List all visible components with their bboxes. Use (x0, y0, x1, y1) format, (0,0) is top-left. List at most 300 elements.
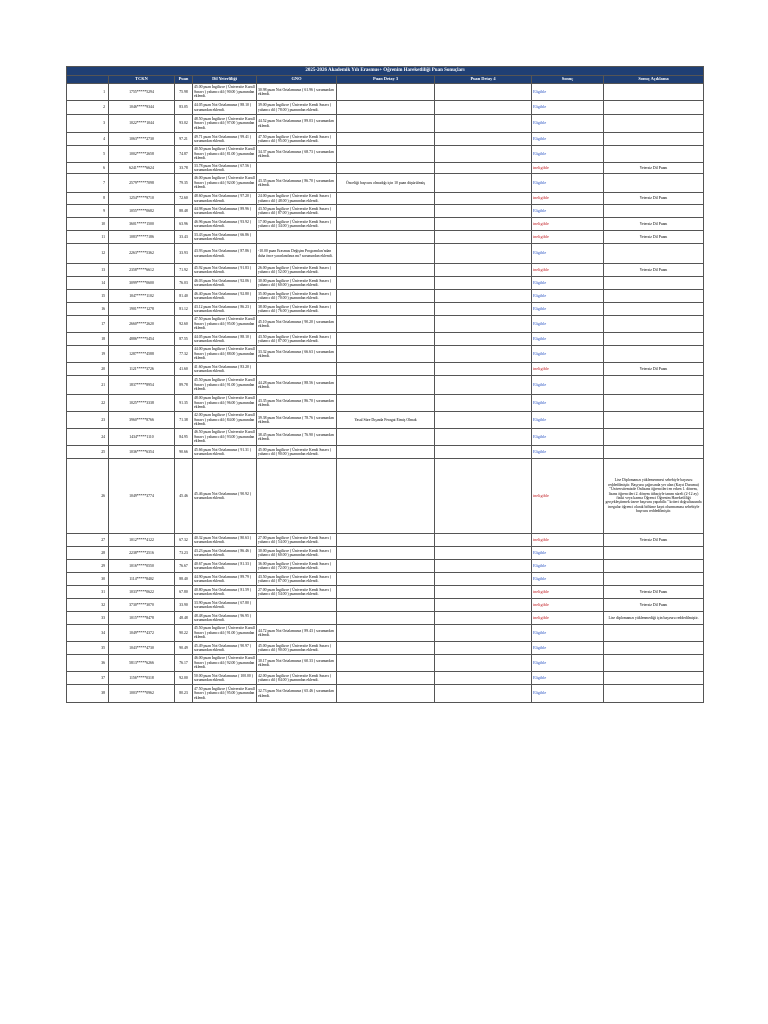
tckn-cell: 1063*****2730 (109, 133, 175, 146)
result-explanation: Yetersiz Dil Puanı (604, 163, 704, 174)
gpa-score-cell: 36.00 puan İngilizce ( Üniversite Kendi Sınavı ) yabancı dil ( 72.00 ) puanından eklendi. (257, 560, 337, 573)
result-status: Eligible (532, 346, 604, 363)
result-status: Eligible (532, 672, 604, 685)
score-cell: 81.12 (175, 303, 193, 316)
row-number: 1 (67, 84, 109, 101)
score-cell: 80.23 (175, 685, 193, 703)
tckn-cell: 1012*****4122 (109, 534, 175, 547)
result-status: Eligible (532, 277, 604, 290)
score-detail-3-cell (337, 101, 435, 115)
row-number: 15 (67, 290, 109, 303)
row-number: 4 (67, 133, 109, 146)
table-row (67, 146, 704, 163)
score-cell: 93.02 (175, 115, 193, 133)
result-explanation (604, 244, 704, 264)
row-number: 36 (67, 655, 109, 672)
gpa-score-cell: 34.37 puan Not Ortalamanız ( 68.73 ) sorunundan eklendi. (257, 146, 337, 163)
result-explanation (604, 277, 704, 290)
gpa-score-cell (257, 599, 337, 612)
table-row (67, 672, 704, 685)
result-status: Eligible (532, 133, 604, 146)
table-row (67, 84, 704, 101)
row-number: 25 (67, 446, 109, 459)
result-status: Eligible (532, 560, 604, 573)
row-number: 3 (67, 115, 109, 133)
table-row (67, 316, 704, 333)
gpa-score-cell: 30.00 puan İngilizce ( Üniversite Kendi Sınavı ) yabancı dil ( 60.00 ) puanından eklendi. (257, 277, 337, 290)
tckn-cell: 1055*****0682 (109, 205, 175, 218)
table-row (67, 133, 704, 146)
header-aciklama: Sonuç Açıklama (604, 76, 704, 84)
language-score-cell: 45.50 puan İngilizce ( Üniversite Kurall Sınavı ) yabancı dil ( 91.00 ) puanından eklendi. (193, 625, 257, 642)
table-row (67, 174, 704, 193)
table-title: 2025-2026 Akademik Yılı Erasmus+ Öğrenim Hareketliliği Puan Sonuçları (67, 67, 704, 76)
result-explanation: Yetersiz Dil Puanı (604, 231, 704, 244)
results-table (66, 66, 704, 703)
row-number: 30 (67, 573, 109, 586)
result-status: ineligible (532, 599, 604, 612)
language-score-cell: 46.50 puan İngilizce ( Üniversite Kurall Sınavı ) yabancı dil ( 93.00 ) puanından eklendi. (193, 429, 257, 446)
score-detail-4-cell (435, 547, 532, 560)
score-cell: 81.40 (175, 290, 193, 303)
tckn-cell: 1755*****5294 (109, 84, 175, 101)
row-number: 27 (67, 534, 109, 547)
score-detail-3-cell (337, 612, 435, 625)
tckn-cell: 1002*****2658 (109, 146, 175, 163)
result-explanation: Yetersiz Dil Puanı (604, 363, 704, 376)
result-status: Eligible (532, 642, 604, 655)
row-number: 8 (67, 193, 109, 205)
language-score-cell: 40.32 puan Not Ortalamanız ( 80.63 ) sorunundan eklendi. (193, 534, 257, 547)
table-body (67, 84, 704, 703)
result-explanation (604, 146, 704, 163)
score-cell: 79.35 (175, 174, 193, 193)
result-status: ineligible (532, 264, 604, 277)
score-detail-3-cell (337, 218, 435, 231)
language-score-cell: 48.50 puan İngilizce ( Üniversite Kurall Sınavı ) yabancı dil ( 97.00 ) puanından eklendi. (193, 115, 257, 133)
row-number: 12 (67, 244, 109, 264)
score-cell: 33.78 (175, 163, 193, 174)
row-number: 34 (67, 625, 109, 642)
table-row (67, 547, 704, 560)
language-score-cell: 45.50 puan İngilizce ( Üniversite Kurall Sınavı ) yabancı dil ( 91.00 ) puanından eklendi. (193, 376, 257, 395)
tckn-cell: 1043*****4730 (109, 642, 175, 655)
score-detail-4-cell (435, 672, 532, 685)
table-row (67, 655, 704, 672)
score-detail-3-cell (337, 655, 435, 672)
score-cell: 67.80 (175, 586, 193, 599)
result-status: Eligible (532, 573, 604, 586)
score-detail-4-cell (435, 459, 532, 534)
row-number: 23 (67, 412, 109, 429)
row-number: 21 (67, 376, 109, 395)
score-detail-4-cell (435, 573, 532, 586)
score-cell: 41.60 (175, 363, 193, 376)
row-number: 14 (67, 277, 109, 290)
row-number: 16 (67, 303, 109, 316)
score-detail-3-cell (337, 547, 435, 560)
result-explanation: Yetersiz Dil Puanı (604, 534, 704, 547)
row-number: 11 (67, 231, 109, 244)
tckn-cell: 1003*****0962 (109, 685, 175, 703)
score-detail-4-cell (435, 642, 532, 655)
score-detail-4-cell (435, 303, 532, 316)
score-detail-3-cell (337, 333, 435, 346)
result-explanation (604, 115, 704, 133)
tckn-cell: 1287*****4588 (109, 346, 175, 363)
score-detail-4-cell (435, 599, 532, 612)
score-detail-3-cell (337, 376, 435, 395)
result-status: ineligible (532, 586, 604, 599)
tckn-cell: 1033*****0622 (109, 586, 175, 599)
score-cell: 73.23 (175, 547, 193, 560)
score-detail-4-cell (435, 316, 532, 333)
language-score-cell: 48.48 puan Not Ortalamanız ( 96.95 ) sorunundan eklendi. (193, 612, 257, 625)
gpa-score-cell: 38.00 puan İngilizce ( Üniversite Kendi Sınavı ) yabancı dil ( 76.00 ) puanından eklendi. (257, 303, 337, 316)
score-cell: 76.17 (175, 655, 193, 672)
score-cell: 97.21 (175, 133, 193, 146)
gpa-score-cell: 39.38 puan Not Ortalamanız ( 78.76 ) sorunundan eklendi. (257, 412, 337, 429)
result-explanation (604, 429, 704, 446)
table-row (67, 264, 704, 277)
score-cell: 92.60 (175, 316, 193, 333)
language-score-cell: 45.00 puan İngilizce ( Üniversite Kurall Sınavı ) yabancı dil ( 90.00 ) puanından eklendi. (193, 84, 257, 101)
tckn-cell: 6241*****6624 (109, 163, 175, 174)
score-detail-3-cell (337, 277, 435, 290)
language-score-cell: 33.43 puan Not Ortalamanız ( 66.86 ) sorunundan eklendi. (193, 231, 257, 244)
tckn-cell: 1837*****8954 (109, 376, 175, 395)
score-cell: 90.49 (175, 642, 193, 655)
language-score-cell: 40.67 puan Not Ortalamanız ( 81.33 ) sorunundan eklendi. (193, 560, 257, 573)
score-cell: 88.40 (175, 573, 193, 586)
gpa-score-cell: 27.00 puan İngilizce ( Üniversite Kendi Sınavı ) yabancı dil ( 54.00 ) puanından eklendi. (257, 586, 337, 599)
result-explanation (604, 560, 704, 573)
score-detail-3-cell (337, 316, 435, 333)
language-score-cell: 44.90 puan Not Ortalamanız ( 89.79 ) sorunundan eklendi. (193, 573, 257, 586)
gpa-score-cell: -10.00 puan Erasmus Değişim Programları'ndan daha önce yararlandınız mı? sorunundan eklendi. (257, 244, 337, 264)
result-explanation (604, 642, 704, 655)
header-puan: Puan (175, 76, 193, 84)
language-score-cell: 43.12 puan Not Ortalamanız ( 86.23 ) sorunundan eklendi. (193, 303, 257, 316)
score-cell: 71.38 (175, 412, 193, 429)
score-detail-3-cell (337, 205, 435, 218)
result-explanation (604, 84, 704, 101)
score-detail-3-cell (337, 133, 435, 146)
score-detail-4-cell (435, 612, 532, 625)
language-score-cell: 46.00 puan İngilizce ( Üniversite Kurall Sınavı ) yabancı dil ( 92.00 ) puanından eklendi. (193, 655, 257, 672)
row-number: 6 (67, 163, 109, 174)
result-status: Eligible (532, 429, 604, 446)
result-status: Eligible (532, 146, 604, 163)
score-cell: 90.66 (175, 446, 193, 459)
gpa-score-cell: 43.35 puan Not Ortalamanız ( 86.70 ) sorunundan eklendi. (257, 174, 337, 193)
score-detail-3-cell (337, 459, 435, 534)
result-status: Eligible (532, 101, 604, 115)
row-number: 17 (67, 316, 109, 333)
result-explanation (604, 395, 704, 412)
language-score-cell: 50.00 puan Not Ortalamanız ( 100.00 ) sorunundan eklendi. (193, 672, 257, 685)
tckn-cell: 1022*****1044 (109, 115, 175, 133)
table-row (67, 363, 704, 376)
score-detail-4-cell (435, 101, 532, 115)
table-row (67, 193, 704, 205)
score-detail-4-cell (435, 205, 532, 218)
tckn-cell: 1254*****9710 (109, 193, 175, 205)
result-explanation (604, 290, 704, 303)
score-detail-4-cell (435, 346, 532, 363)
gpa-score-cell: 27.00 puan İngilizce ( Üniversite Kendi Sınavı ) yabancı dil ( 54.00 ) puanından eklendi. (257, 534, 337, 547)
row-number: 9 (67, 205, 109, 218)
table-row (67, 534, 704, 547)
tckn-cell: 1015*****8478 (109, 612, 175, 625)
gpa-score-cell: 44.52 puan Not Ortalamanız ( 89.03 ) sorunundan eklendi. (257, 115, 337, 133)
table-row (67, 346, 704, 363)
result-status: ineligible (532, 363, 604, 376)
result-status: ineligible (532, 163, 604, 174)
result-explanation (604, 685, 704, 703)
row-number: 20 (67, 363, 109, 376)
row-number: 32 (67, 599, 109, 612)
result-status: ineligible (532, 612, 604, 625)
table-row (67, 412, 704, 429)
tckn-cell: 1036*****6354 (109, 446, 175, 459)
header-gno: GNO (257, 76, 337, 84)
language-score-cell: 44.05 puan Not Ortalamanız ( 88.10 ) sorunundan eklendi. (193, 333, 257, 346)
result-explanation (604, 333, 704, 346)
score-detail-4-cell (435, 163, 532, 174)
table-row (67, 642, 704, 655)
tckn-cell: 2660*****2620 (109, 316, 175, 333)
result-explanation: Lise Diplomanızı yüklemenmesi sebebiyle başvuru reddedilmiştir. Başvuru çağrısında yer alan (Kayıt Durumu) "Üniversitemizde Önlisans öğrencileri en erken 1. dönem, lisans öğrencileri 2. dönem itibariyle tanım süreli (2-12 ay) fiziki veya karma Öğrenci Öğrenim Hareketliliği gerçekleştirmek üzere başvuru yapabilir." kriteri doğrultusunda irregular öğrenci olarak bölüme kayıt olunmaması sebebiyle başvuru reddedilmiştir. (604, 459, 704, 534)
tckn-cell: 1901*****1278 (109, 303, 175, 316)
score-detail-3-cell (337, 303, 435, 316)
header-dil: Dil Yeterliliği (193, 76, 257, 84)
score-detail-3-cell (337, 560, 435, 573)
score-detail-4-cell (435, 363, 532, 376)
score-detail-3-cell: Yasal Süre Dışında Feragat Etmiş Olmak (337, 412, 435, 429)
gpa-score-cell: 47.50 puan İngilizce ( Üniversite Kendi Sınavı ) yabancı dil ( 95.00 ) puanından eklendi. (257, 133, 337, 146)
tckn-cell: 1049*****3774 (109, 459, 175, 534)
result-status: Eligible (532, 685, 604, 703)
result-status: Eligible (532, 333, 604, 346)
table-row (67, 163, 704, 174)
score-detail-3-cell (337, 146, 435, 163)
tckn-cell: 3730*****3070 (109, 599, 175, 612)
header-no (67, 76, 109, 84)
row-number: 26 (67, 459, 109, 534)
row-number: 10 (67, 218, 109, 231)
result-status: Eligible (532, 290, 604, 303)
result-status: ineligible (532, 459, 604, 534)
tckn-cell: 1083*****7186 (109, 231, 175, 244)
score-detail-3-cell (337, 244, 435, 264)
gpa-score-cell (257, 459, 337, 534)
tckn-cell: 1049*****4372 (109, 625, 175, 642)
gpa-score-cell: 39.00 puan İngilizce ( Üniversite Kendi Sınavı ) yabancı dil ( 78.00 ) puanından eklendi. (257, 101, 337, 115)
table-row (67, 625, 704, 642)
score-detail-3-cell (337, 163, 435, 174)
score-detail-3-cell (337, 346, 435, 363)
score-detail-4-cell (435, 534, 532, 547)
gpa-score-cell: 30.17 puan Not Ortalamanız ( 60.33 ) sorunundan eklendi. (257, 655, 337, 672)
score-cell: 76.03 (175, 277, 193, 290)
result-status: ineligible (532, 231, 604, 244)
language-score-cell: 44.05 puan Not Ortalamanız ( 88.10 ) sorunundan eklendi. (193, 101, 257, 115)
table-row (67, 376, 704, 395)
language-score-cell: 46.96 puan Not Ortalamanız ( 93.92 ) sorunundan eklendi. (193, 218, 257, 231)
score-cell: 75.98 (175, 84, 193, 101)
results-sheet (66, 66, 703, 703)
score-cell: 48.48 (175, 612, 193, 625)
score-detail-3-cell (337, 395, 435, 412)
tckn-cell: 1121*****3726 (109, 363, 175, 376)
result-status: Eligible (532, 174, 604, 193)
table-row (67, 560, 704, 573)
row-number: 13 (67, 264, 109, 277)
language-score-cell: 45.49 puan Not Ortalamanız ( 90.97 ) sorunundan eklendi. (193, 642, 257, 655)
table-row (67, 290, 704, 303)
score-detail-3-cell (337, 231, 435, 244)
score-detail-4-cell (435, 84, 532, 101)
result-status: Eligible (532, 655, 604, 672)
score-cell: 89.78 (175, 376, 193, 395)
row-number: 2 (67, 101, 109, 115)
gpa-score-cell: 42.00 puan İngilizce ( Üniversite Kendi Sınavı ) yabancı dil ( 84.00 ) puanından eklendi. (257, 672, 337, 685)
table-row (67, 573, 704, 586)
table-row (67, 218, 704, 231)
result-explanation (604, 573, 704, 586)
result-status: Eligible (532, 316, 604, 333)
gpa-score-cell: 35.00 puan İngilizce ( Üniversite Kendi Sınavı ) yabancı dil ( 70.00 ) puanından eklendi. (257, 290, 337, 303)
gpa-score-cell: 44.28 puan Not Ortalamanız ( 88.56 ) sorunundan eklendi. (257, 376, 337, 395)
language-score-cell: 46.40 puan Not Ortalamanız ( 92.80 ) sorunundan eklendi. (193, 290, 257, 303)
tckn-cell: 3601*****1500 (109, 218, 175, 231)
result-status: ineligible (532, 193, 604, 205)
gpa-score-cell: 26.00 puan İngilizce ( Üniversite Kendi Sınavı ) yabancı dil ( 52.00 ) puanından eklendi. (257, 264, 337, 277)
score-cell: 71.92 (175, 264, 193, 277)
result-status: Eligible (532, 115, 604, 133)
score-detail-3-cell (337, 685, 435, 703)
language-score-cell: 43.93 puan Not Ortalamanız ( 87.86 ) sorunundan eklendi. (193, 244, 257, 264)
result-explanation (604, 655, 704, 672)
gpa-score-cell: 45.10 puan Not Ortalamanız ( 90.20 ) sorunundan eklendi. (257, 316, 337, 333)
score-detail-3-cell (337, 290, 435, 303)
score-detail-4-cell (435, 395, 532, 412)
gpa-score-cell (257, 231, 337, 244)
table-row (67, 205, 704, 218)
score-cell: 84.95 (175, 429, 193, 446)
score-cell: 67.32 (175, 534, 193, 547)
result-explanation (604, 625, 704, 642)
tckn-cell: 3960*****8766 (109, 412, 175, 429)
score-detail-3-cell: Önceliği başvuru olmadığı için 10 puan düşürülmüş (337, 174, 435, 193)
tckn-cell: 4886*****5454 (109, 333, 175, 346)
header-detay4: Puan Detay 4 (435, 76, 532, 84)
score-detail-3-cell (337, 84, 435, 101)
gpa-score-cell: 43.50 puan İngilizce ( Üniversite Kendi Sınavı ) yabancı dil ( 87.00 ) puanından eklendi. (257, 573, 337, 586)
score-cell: 88.48 (175, 205, 193, 218)
result-explanation (604, 316, 704, 333)
gpa-score-cell: 24.00 puan İngilizce ( Üniversite Kendi Sınavı ) yabancı dil ( 48.00 ) puanından eklendi. (257, 193, 337, 205)
result-explanation: Yetersiz Dil Puanı (604, 193, 704, 205)
score-detail-4-cell (435, 333, 532, 346)
score-detail-3-cell (337, 193, 435, 205)
score-detail-3-cell (337, 429, 435, 446)
result-explanation: Yetersiz Dil Puanı (604, 586, 704, 599)
tckn-cell: 1434*****1110 (109, 429, 175, 446)
language-score-cell: 43.23 puan Not Ortalamanız ( 86.46 ) sorunundan eklendi. (193, 547, 257, 560)
score-detail-4-cell (435, 193, 532, 205)
language-score-cell: 33.78 puan Not Ortalamanız ( 67.56 ) sorunundan eklendi. (193, 163, 257, 174)
result-explanation (604, 346, 704, 363)
table-row (67, 599, 704, 612)
result-status: Eligible (532, 395, 604, 412)
result-status: Eligible (532, 446, 604, 459)
result-status: Eligible (532, 376, 604, 395)
tckn-cell: 2238*****2516 (109, 547, 175, 560)
language-score-cell: 47.50 puan İngilizce ( Üniversite Kurall Sınavı ) yabancı dil ( 95.00 ) puanından eklendi. (193, 316, 257, 333)
row-number: 19 (67, 346, 109, 363)
score-detail-4-cell (435, 655, 532, 672)
tckn-cell: 3099*****0600 (109, 277, 175, 290)
tckn-cell: 1016*****0550 (109, 560, 175, 573)
table-row (67, 277, 704, 290)
result-explanation (604, 174, 704, 193)
score-detail-3-cell (337, 534, 435, 547)
header-detay3: Puan Detay 3 (337, 76, 435, 84)
gpa-score-cell: 32.73 puan Not Ortalamanız ( 65.46 ) sorunundan eklendi. (257, 685, 337, 703)
language-score-cell: 46.03 puan Not Ortalamanız ( 92.06 ) sorunundan eklendi. (193, 277, 257, 290)
tckn-cell: 1047*****1102 (109, 290, 175, 303)
language-score-cell: 40.50 puan İngilizce ( Üniversite Kurall Sınavı ) yabancı dil ( 81.00 ) puanından eklendi. (193, 146, 257, 163)
result-explanation (604, 672, 704, 685)
language-score-cell: 48.60 puan Not Ortalamanız ( 97.20 ) sorunundan eklendi. (193, 193, 257, 205)
result-status: ineligible (532, 218, 604, 231)
gpa-score-cell: 38.45 puan Not Ortalamanız ( 76.90 ) sorunundan eklendi. (257, 429, 337, 446)
language-score-cell: 45.66 puan Not Ortalamanız ( 91.31 ) sorunundan eklendi. (193, 446, 257, 459)
score-detail-4-cell (435, 146, 532, 163)
tckn-cell: 1046*****9344 (109, 101, 175, 115)
score-cell: 45.46 (175, 459, 193, 534)
tckn-cell: 5813*****6266 (109, 655, 175, 672)
row-number: 38 (67, 685, 109, 703)
score-cell: 33.93 (175, 244, 193, 264)
result-explanation (604, 376, 704, 395)
language-score-cell: 40.80 puan Not Ortalamanız ( 81.59 ) sorunundan eklendi. (193, 586, 257, 599)
gpa-score-cell (257, 363, 337, 376)
gpa-score-cell: 44.72 puan Not Ortalamanız ( 89.43 ) sorunundan eklendi. (257, 625, 337, 642)
score-detail-4-cell (435, 133, 532, 146)
result-explanation (604, 303, 704, 316)
header-row (67, 76, 704, 84)
score-detail-4-cell (435, 412, 532, 429)
language-score-cell: 41.60 puan Not Ortalamanız ( 83.20 ) sorunundan eklendi. (193, 363, 257, 376)
row-number: 5 (67, 146, 109, 163)
gpa-score-cell: 43.50 puan İngilizce ( Üniversite Kendi Sınavı ) yabancı dil ( 87.00 ) puanından eklendi. (257, 205, 337, 218)
score-detail-4-cell (435, 115, 532, 133)
row-number: 31 (67, 586, 109, 599)
gpa-score-cell (257, 163, 337, 174)
result-status: ineligible (532, 534, 604, 547)
row-number: 33 (67, 612, 109, 625)
result-explanation (604, 547, 704, 560)
table-row (67, 446, 704, 459)
row-number: 24 (67, 429, 109, 446)
tckn-cell: 1114*****8402 (109, 573, 175, 586)
result-explanation (604, 133, 704, 146)
header-tckn: TCKN (109, 76, 175, 84)
row-number: 7 (67, 174, 109, 193)
